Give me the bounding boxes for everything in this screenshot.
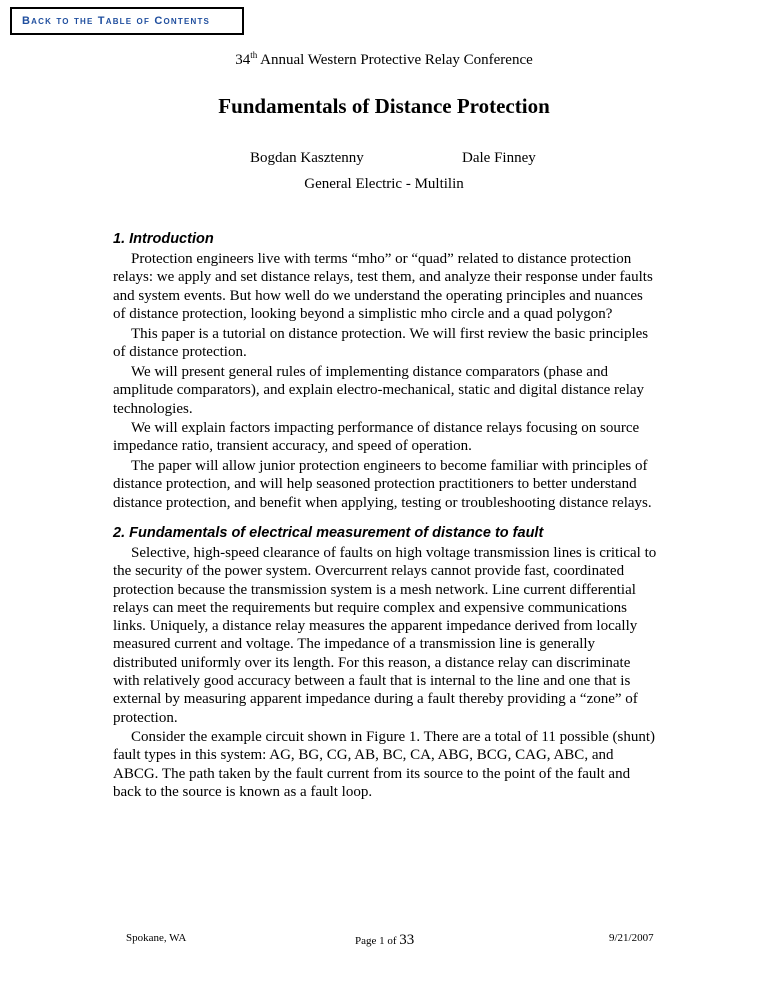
paragraph: This paper is a tutorial on distance protection. We will first review the basic principles of distance protection. <box>113 326 649 361</box>
author-1: Bogdan Kasztenny <box>250 150 364 166</box>
conference-number: 34 <box>235 52 251 68</box>
paragraph: We will explain factors impacting performance of distance relays focusing on source impedance ratio, transient accuracy, and speed of operation. <box>113 420 640 455</box>
back-to-toc-label: Back to the Table of Contents <box>22 15 211 27</box>
paragraph: Consider the example circuit shown in Figure 1. There are a total of 11 possible (shunt) fault types in this system: AG, BG, CG, AB, BC, CA, ABG, BCG, CAG, ABC, and ABCG. The path taken by the fault current from its source to the point of the fault and back to the source is known as a fault loop. <box>113 729 656 800</box>
paragraph: The paper will allow junior protection engineers to become familiar with principles of distance protection, and will help seasoned protection practitioners to better understand distance protection, and benefit when applying, testing or troubleshooting distance relays. <box>113 458 652 511</box>
footer-date: 9/21/2007 <box>609 932 654 944</box>
page-total: 33 <box>399 932 415 948</box>
section-heading-introduction: 1. Introduction <box>113 231 214 247</box>
paragraph: Protection engineers live with terms “mho” or “quad” related to distance protection relays: we apply and set distance relays, test them, and analyze their response under faults and system events. But how well do we understand the operating principles and nuances of distance protection, looking beyond a simplistic mho circle and a quad polygon? <box>113 251 653 322</box>
page-prefix: Page 1 of <box>355 935 400 947</box>
back-to-toc-button[interactable] <box>10 7 244 35</box>
footer-location: Spokane, WA <box>126 932 187 944</box>
paragraph: We will present general rules of implementing distance comparators (phase and amplitude comparators), and explain electro-mechanical, static and digital distance relay technologies. <box>113 364 645 417</box>
affiliation: General Electric - Multilin <box>304 176 464 192</box>
conference-line <box>0 50 768 69</box>
conference-suffix: th <box>250 50 258 60</box>
author-2: Dale Finney <box>462 150 536 166</box>
paper-title: Fundamentals of Distance Protection <box>218 94 550 118</box>
paragraph: Selective, high-speed clearance of faults on high voltage transmission lines is critical to the security of the power system. Overcurrent relays cannot provide fast, coordinated protection because the transmission system is a mesh network. Line current differential relays can meet the requirements but require complex and expensive communications links. Uniquely, a distance relay measures the apparent impedance derived from locally measured current and voltage. The impedance of a transmission line is generally distributed uniformly over its length. For this reason, a distance relay can discriminate with relatively good accuracy between a fault that is internal to the line and one that is external by measuring apparent impedance during a fault thereby providing a “zone” of protection. <box>113 545 657 726</box>
conference-name: Annual Western Protective Relay Conference <box>257 52 533 68</box>
footer-page-number <box>355 932 414 949</box>
section-heading-fundamentals: 2. Fundamentals of electrical measurement of distance to fault <box>113 525 544 541</box>
